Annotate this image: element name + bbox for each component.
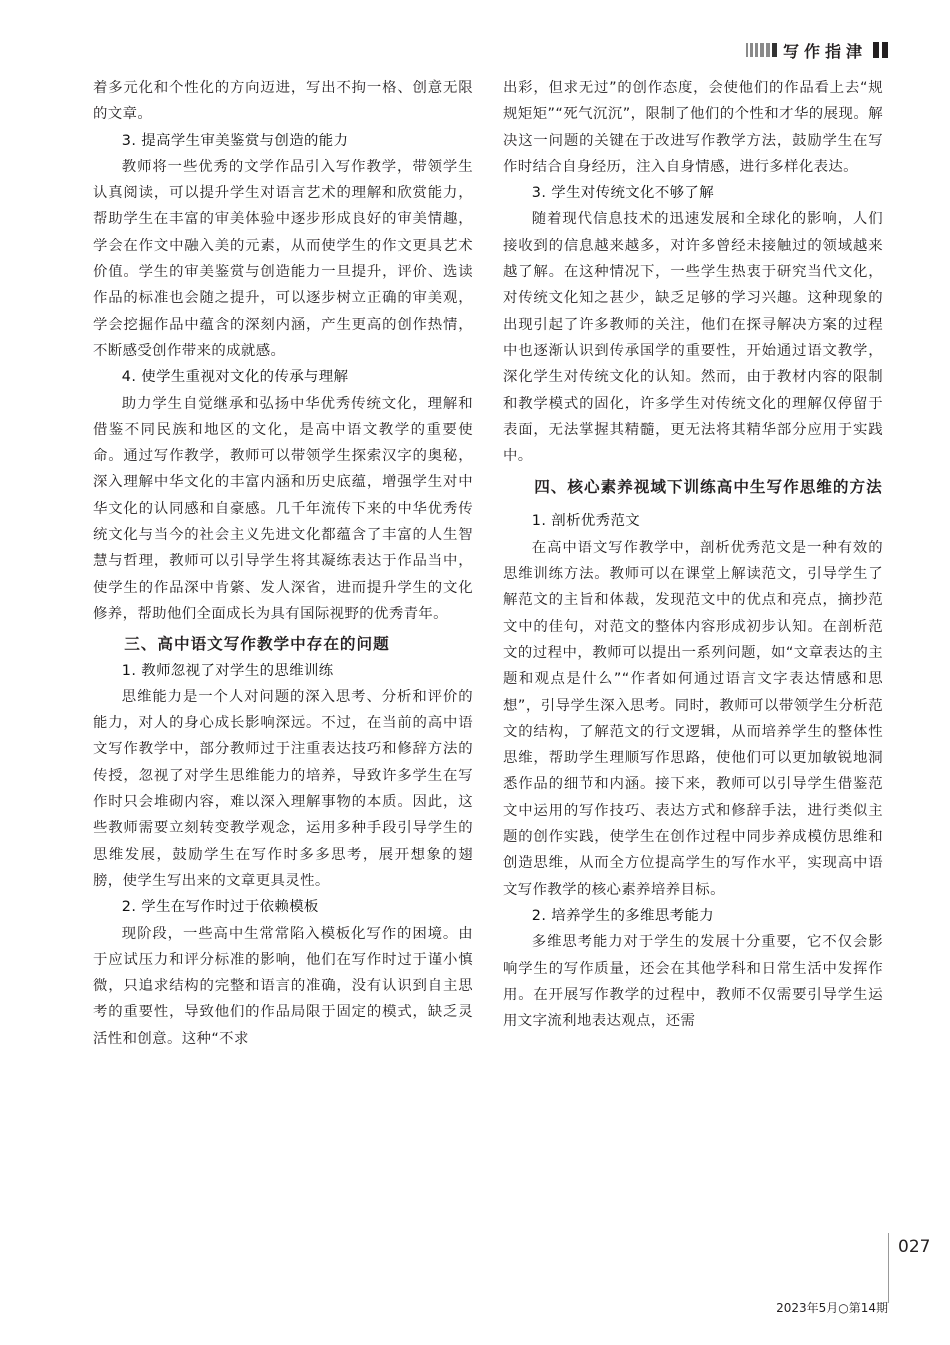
section-heading: 三、高中语文写作教学中存在的问题: [124, 635, 390, 654]
paragraph: 教师将一些优秀的文学作品引入写作教学，带领学生认真阅读，可以提升学生对语言艺术的理解和欣赏能力，帮助学生在丰富的审美体验中逐步形成良好的审美情趣，学会在作文中融入美的元素，从而使学生的作文更具艺术价值。学生的审美鉴赏与创造能力一旦提升，评价、选读作品的标准也会随之提升，可以逐步树立正确的审美观，学会挖掘作品中蕴含的深刻内涵，产生更高的创作热情，不断感受创作带来的成就感。: [93, 158, 473, 359]
section-heading: 四、核心素养视域下训练高中生写作思维的方法: [534, 478, 883, 497]
header-stripes-decoration: [746, 43, 777, 57]
paragraph: 思维能力是一个人对问题的深入思考、分析和评价的能力，对人的身心成长影响深远。不过，在当前的高中语文写作教学中，部分教师过于注重表达技巧和修辞方法的传授，忽视了对学生思维能力的培养，导致许多学生在写作时只会堆砌内容，难以深入理解事物的本质。因此，这些教师需要立刻转变教学观念，运用多种手段引导学生的思维发展，鼓励学生在写作时多多思考，展开想象的翅膀，使学生写出来的文章更具灵性。: [93, 688, 473, 889]
subsection-heading: 2. 学生在写作时过于依赖模板: [121, 899, 319, 916]
paragraph: 助力学生自觉继承和弘扬中华优秀传统文化，理解和借鉴不同民族和地区的文化，是高中语文教学的重要使命。通过写作教学，教师可以带领学生探索汉字的奥秘，深入理解中华文化的丰富内涵和历史底蕴，增强学生对中华文化的认同感和自豪感。几千年流传下来的中华优秀传统文化与当今的社会主义先进文化都蕴含了丰富的人生智慧与哲理，教师可以引导学生将其凝练表达于作品当中，使学生的作品深中肯綮、发人深省，进而提升学生的文化修养，帮助他们全面成长为具有国际视野的优秀青年。: [93, 395, 473, 622]
paragraph: 随着现代信息技术的迅速发展和全球化的影响，人们接收到的信息越来越多，对许多曾经未接触过的领域越来越了解。在这种情况下，一些学生热衷于研究当代文化，对传统文化知之甚少，缺乏足够的学习兴趣。这种现象的出现引起了许多教师的关注，他们在探寻解决方案的过程中也逐渐认识到传承国学的重要性，开始通过语文教学，深化学生对传统文化的认知。然而，由于教材内容的限制和教学模式的固化，许多学生对传统文化的理解仅停留于表面，无法掌握其精髓，更无法将其精华部分应用于实践中。: [503, 211, 883, 465]
section-title: 写作指津: [782, 41, 867, 61]
paragraph: 出彩，但求无过”的创作态度，会使他们的作品看上去“规规矩矩”“死气沉沉”，限制了他们的个性和才华的展现。解决这一问题的关键在于改进写作教学方法，鼓励学生在写作时结合自身经历，注入自身情感，进行多样化表达。: [503, 80, 883, 175]
paragraph: 现阶段，一些高中生常常陷入模板化写作的困境。由于应试压力和评分标准的影响，他们在写作时过于谨小慎微，只追求结构的完整和语言的准确，没有认识到自主思考的重要性，导致他们的作品局限于固定的模式，缺乏灵活性和创意。这种“不求: [93, 925, 473, 1047]
subsection-heading: 1. 教师忽视了对学生的思维训练: [121, 662, 334, 679]
paragraph: 在高中语文写作教学中，剖析优秀范文是一种有效的思维训练方法。教师可以在课堂上解读范文，引导学生了解范文的主旨和体裁，发现范文中的优点和亮点，摘抄范文中的佳句，对范文的整体内容形成初步认知。在剖析范文的过程中，教师可以提出一系列问题，如“文章表达的主题和观点是什么”“作者如何通过语言文字表达情感和思想”，引导学生深入思考。同时，教师可以带领学生分析范文的结构，了解范文的行文逻辑，从而培养学生的整体性思维，帮助学生理顺写作思路，使他们可以更加敏锐地洞悉作品的细节和内涵。接下来，教师可以引导学生借鉴范文中运用的写作技巧、表达方式和修辞手法，进行类似主题的创作实践，使学生在创作过程中同步养成模仿思维和创造思维，从而全方位提高学生的写作水平，实现高中语文写作教学的核心素养培养目标。: [503, 539, 883, 898]
paragraph: 着多元化和个性化的方向迈进，写出不拘一格、创意无限的文章。: [93, 80, 473, 123]
running-header: [746, 40, 888, 60]
subsection-heading: 3. 学生对传统文化不够了解: [531, 185, 714, 202]
subsection-heading: 2. 培养学生的多维思考能力: [531, 907, 714, 924]
page-number: 027: [898, 1237, 931, 1257]
left-column: [93, 75, 473, 1052]
issue-info: 2023年5月○第14期: [776, 1301, 888, 1315]
footer-divider: [888, 1233, 889, 1303]
subsection-heading: 1. 剖析优秀范文: [531, 513, 641, 530]
paragraph: 多维思考能力对于学生的发展十分重要，它不仅会影响学生的写作质量，还会在其他学科和日常生活中发挥作用。在开展写作教学的过程中，教师不仅需要引导学生运用文字流利地表达观点，还需: [503, 934, 883, 1030]
right-column: [503, 75, 883, 1034]
subsection-heading: 4. 使学生重视对文化的传承与理解: [121, 369, 349, 386]
subsection-heading: 3. 提高学生审美鉴赏与创造的能力: [121, 132, 349, 149]
header-blocks-decoration: [873, 42, 888, 58]
